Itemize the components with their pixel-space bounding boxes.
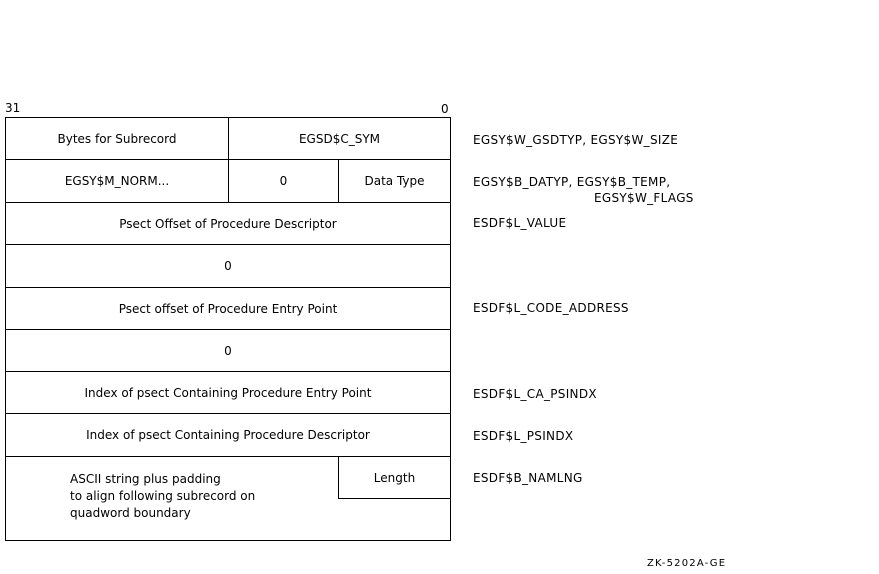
- cell-length: Length: [338, 456, 451, 499]
- figure-id: ZK-5202A-GE: [647, 558, 727, 569]
- cell-index-psect-descriptor: Index of psect Containing Procedure Descriptor: [5, 413, 451, 457]
- field-label-row-5: ESDF$L_CODE_ADDRESS: [473, 301, 629, 315]
- cell-index-psect-entry-point: Index of psect Containing Procedure Entry Point: [5, 371, 451, 414]
- field-label-row-2-cont: EGSY$W_FLAGS: [594, 191, 694, 205]
- field-label-row-1: EGSY$W_GSDTYP, EGSY$W_SIZE: [473, 133, 679, 147]
- field-label-row-7: ESDF$L_CA_PSINDX: [473, 387, 597, 401]
- cell-psect-offset-entry-point: Psect offset of Procedure Entry Point: [5, 287, 451, 330]
- field-label-row-2: EGSY$B_DATYP, EGSY$B_TEMP,: [473, 175, 671, 189]
- field-label-row-3: ESDF$L_VALUE: [473, 216, 567, 230]
- field-label-row-8: ESDF$L_PSINDX: [473, 429, 574, 443]
- ascii-line-1: ASCII string plus padding: [70, 472, 221, 486]
- cell-value-high-zero: 0: [5, 244, 451, 288]
- cell-temp-zero: 0: [228, 159, 339, 203]
- bit-label-0: 0: [441, 102, 449, 116]
- cell-egsd-c-sym: EGSD$C_SYM: [228, 117, 451, 160]
- cell-bytes-for-subrecord: Bytes for Subrecord: [5, 117, 229, 160]
- ascii-line-2: to align following subrecord on: [70, 489, 256, 503]
- cell-code-address-high-zero: 0: [5, 329, 451, 372]
- cell-data-type: Data Type: [338, 159, 451, 203]
- cell-egsy-m-norm: EGSY$M_NORM...: [5, 159, 229, 203]
- cell-psect-offset-procedure-descriptor: Psect Offset of Procedure Descriptor: [5, 202, 451, 245]
- ascii-line-3: quadword boundary: [70, 506, 191, 520]
- bit-label-31: 31: [5, 101, 21, 115]
- field-label-row-9: ESDF$B_NAMLNG: [473, 471, 583, 485]
- ascii-string-text: [70, 471, 255, 522]
